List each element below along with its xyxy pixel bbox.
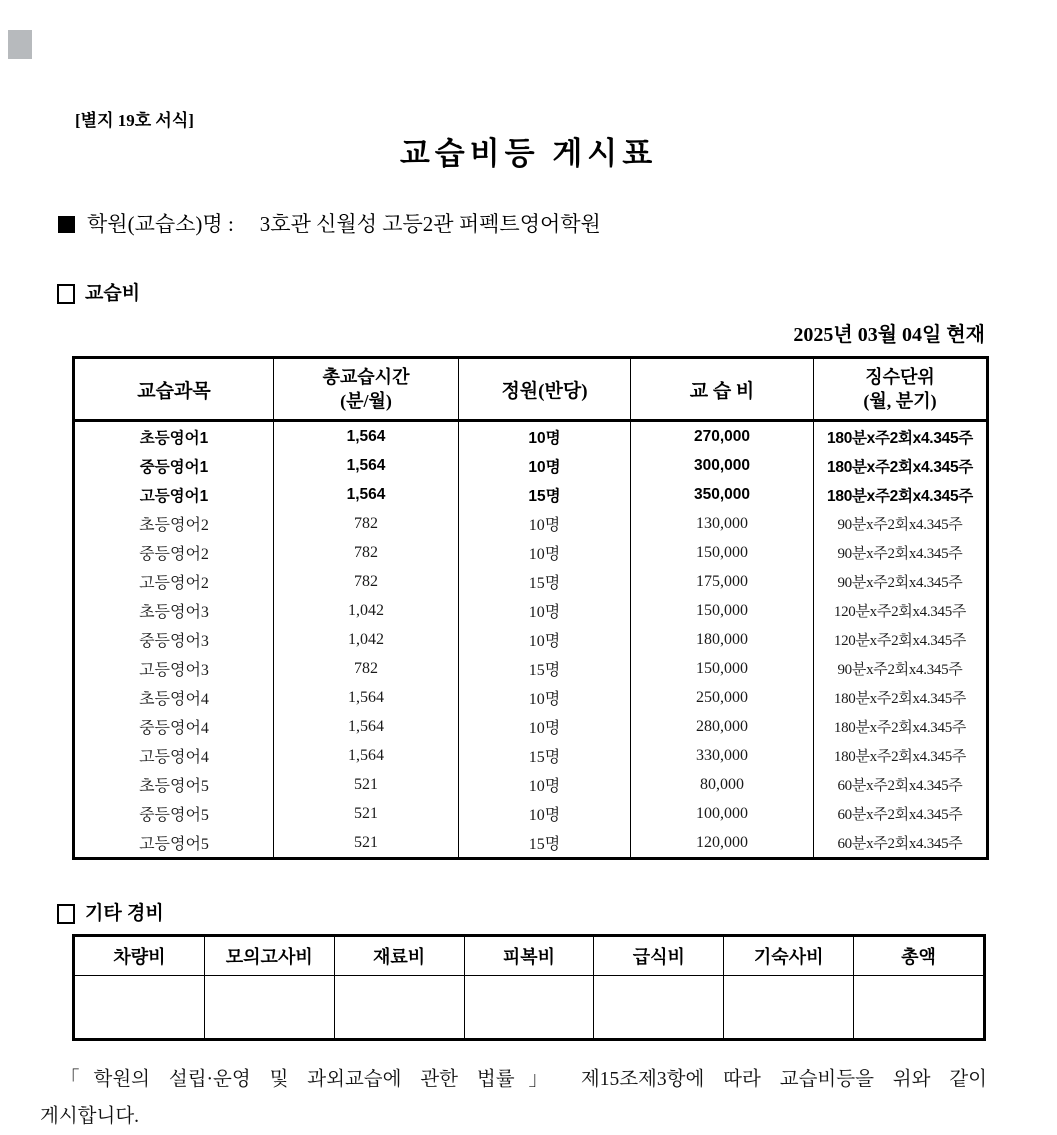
fee-cell-fee: 80,000 [631,770,814,799]
fee-cell-unit: 120분x주2회x4.345주 [814,596,988,625]
fee-cell-fee: 300,000 [631,451,814,480]
etc-col-header: 급식비 [594,936,724,976]
fee-cell-capacity: 15명 [459,828,631,859]
legal-footer-line1: 「학원의 설립·운영 및 과외교습에 관한 법률」 제15조제3항에 따라 교습비등을 위와 같이 [60,1069,987,1090]
fee-table-row [74,654,988,683]
fee-cell-capacity: 10명 [459,421,631,452]
fee-cell-capacity: 15명 [459,741,631,770]
etc-empty-cell [594,976,724,1040]
fee-cell-fee: 130,000 [631,509,814,538]
fee-cell-subject: 고등영어1 [139,487,209,505]
fee-table-row [74,509,988,538]
fee-cell-unit: 60분x주2회x4.345주 [814,799,988,828]
fee-cell-unit: 90분x주2회x4.345주 [814,654,988,683]
fee-cell-subject: 초등영어2 [139,517,209,534]
col-header-total-time: 총교습시간 (분/월) [274,358,459,421]
fee-cell-subject: 초등영어4 [139,691,209,708]
form-label: [별지 19호 서식] [75,111,194,130]
etc-expense-table [72,934,986,1041]
academy-name-value: 3호관 신월성 고등2관 퍼펙트영어학원 [259,212,601,236]
section-heading-etc [57,902,1057,926]
fee-table-header-row [74,358,988,421]
filled-square-icon [58,216,75,233]
fee-cell-capacity: 10명 [459,683,631,712]
etc-col-header: 총액 [854,936,985,976]
fee-cell-subject: 중등영어1 [139,458,209,476]
fee-cell-minutes: 1,564 [274,451,459,480]
fee-table-row [74,596,988,625]
fee-table-row [74,683,988,712]
academy-name-label: 학원(교습소)명 : [87,212,234,236]
etc-table-header-row [74,936,985,976]
fee-table-row [74,712,988,741]
fee-cell-capacity: 10명 [459,712,631,741]
fee-cell-unit: 90분x주2회x4.345주 [814,567,988,596]
fee-cell-capacity: 15명 [459,654,631,683]
fee-cell-unit: 180분x주2회x4.345주 [814,683,988,712]
fee-table-row [74,567,988,596]
fee-table-row [74,799,988,828]
fee-cell-minutes: 521 [274,828,459,859]
fee-table-row [74,741,988,770]
fee-cell-fee: 270,000 [631,421,814,452]
etc-empty-cell [334,976,464,1040]
fee-cell-unit: 60분x주2회x4.345주 [814,828,988,859]
fee-cell-capacity: 10명 [459,451,631,480]
fee-cell-fee: 350,000 [631,480,814,509]
outline-square-icon [57,284,75,304]
col-header-fee: 교 습 비 [631,358,814,421]
fee-cell-fee: 150,000 [631,654,814,683]
fee-cell-capacity: 10명 [459,799,631,828]
academy-name-line [58,210,1057,238]
fee-table-row [74,480,988,509]
fee-cell-minutes: 1,564 [274,741,459,770]
fee-cell-minutes: 782 [274,567,459,596]
etc-col-header: 기숙사비 [724,936,854,976]
fee-cell-fee: 150,000 [631,596,814,625]
etc-empty-cell [204,976,334,1040]
etc-empty-cell [74,976,205,1040]
fee-cell-unit: 180분x주2회x4.345주 [814,451,988,480]
etc-empty-cell [464,976,594,1040]
page-title: 교습비등 게시표 [399,136,658,171]
fee-cell-minutes: 1,564 [274,712,459,741]
fee-cell-minutes: 782 [274,509,459,538]
etc-table-empty-row [74,976,985,1040]
fee-cell-subject: 초등영어1 [139,429,209,447]
etc-col-header: 모의고사비 [204,936,334,976]
fee-cell-subject: 중등영어5 [139,807,209,824]
fee-cell-fee: 280,000 [631,712,814,741]
etc-col-header: 피복비 [464,936,594,976]
fee-cell-minutes: 1,042 [274,625,459,654]
fee-cell-minutes: 1,564 [274,683,459,712]
fee-cell-fee: 180,000 [631,625,814,654]
fee-cell-subject: 중등영어4 [139,720,209,737]
fee-cell-unit: 90분x주2회x4.345주 [814,538,988,567]
col-header-capacity: 정원(반당) [459,358,631,421]
section-heading-tuition [57,282,1057,306]
fee-cell-minutes: 521 [274,770,459,799]
scan-artifact [8,30,32,59]
tuition-fee-table [72,356,989,860]
fee-cell-capacity: 15명 [459,480,631,509]
legal-footer [40,1061,987,1135]
fee-table-row [74,770,988,799]
fee-cell-subject: 중등영어2 [139,546,209,563]
fee-cell-subject: 초등영어5 [139,778,209,795]
fee-cell-subject: 고등영어2 [139,575,209,592]
fee-cell-minutes: 1,042 [274,596,459,625]
section-title-etc: 기타 경비 [85,903,164,924]
col-header-subject: 교습과목 [74,358,274,421]
fee-cell-unit: 180분x주2회x4.345주 [814,712,988,741]
fee-cell-subject: 고등영어3 [139,662,209,679]
etc-col-header: 재료비 [334,936,464,976]
legal-footer-line2: 게시합니다. [40,1106,140,1127]
fee-cell-minutes: 521 [274,799,459,828]
col-header-unit: 징수단위 (월, 분기) [814,358,988,421]
etc-empty-cell [724,976,854,1040]
fee-cell-unit: 120분x주2회x4.345주 [814,625,988,654]
fee-cell-fee: 120,000 [631,828,814,859]
fee-cell-subject: 고등영어5 [139,836,209,853]
section-title-tuition: 교습비 [85,283,141,304]
fee-table-row [74,421,988,452]
fee-cell-capacity: 10명 [459,770,631,799]
as-of-date: 2025년 03월 04일 현재 [793,324,985,346]
fee-cell-fee: 250,000 [631,683,814,712]
fee-table-row [74,828,988,859]
fee-cell-capacity: 10명 [459,596,631,625]
fee-cell-fee: 150,000 [631,538,814,567]
fee-cell-minutes: 782 [274,538,459,567]
outline-square-icon [57,904,75,924]
fee-cell-subject: 고등영어4 [139,749,209,766]
fee-cell-capacity: 15명 [459,567,631,596]
fee-cell-unit: 90분x주2회x4.345주 [814,509,988,538]
etc-col-header: 차량비 [74,936,205,976]
fee-cell-fee: 175,000 [631,567,814,596]
fee-cell-subject: 초등영어3 [139,604,209,621]
fee-cell-unit: 180분x주2회x4.345주 [814,741,988,770]
fee-cell-unit: 180분x주2회x4.345주 [814,480,988,509]
fee-cell-unit: 60분x주2회x4.345주 [814,770,988,799]
fee-cell-fee: 100,000 [631,799,814,828]
fee-table-body [74,421,988,859]
fee-cell-minutes: 1,564 [274,421,459,452]
fee-cell-minutes: 782 [274,654,459,683]
fee-table-row [74,538,988,567]
fee-cell-minutes: 1,564 [274,480,459,509]
fee-cell-subject: 중등영어3 [139,633,209,650]
fee-cell-unit: 180분x주2회x4.345주 [814,421,988,452]
fee-table-row [74,625,988,654]
fee-table-row [74,451,988,480]
fee-cell-capacity: 10명 [459,538,631,567]
fee-cell-capacity: 10명 [459,625,631,654]
fee-cell-fee: 330,000 [631,741,814,770]
etc-empty-cell [854,976,985,1040]
fee-cell-capacity: 10명 [459,509,631,538]
